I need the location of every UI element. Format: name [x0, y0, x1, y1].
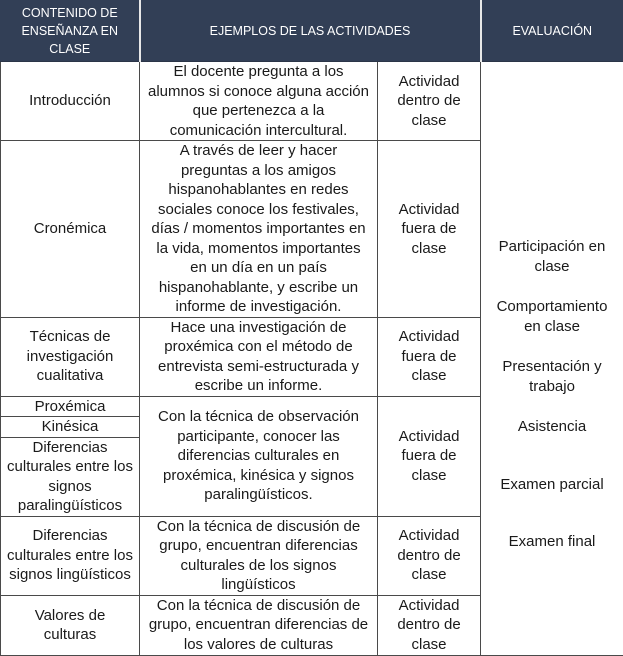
row-content: Diferencias culturales entre los signos lingüísticos: [1, 516, 140, 595]
row-content: Cronémica: [1, 141, 140, 318]
evaluation-item: Examen final: [487, 532, 617, 552]
row-activity: Hace una investigación de proxémica con el método de entrevista semi-estructurada y escribe un informe.: [140, 317, 378, 396]
row-type: Actividad fuera de clase: [378, 396, 481, 516]
row-content: Diferencias culturales entre los signos paralingüísticos: [1, 437, 140, 516]
header-evaluation: EVALUACIÓN: [481, 1, 623, 62]
row-activity: Con la técnica de discusión de grupo, encuentran diferencias culturales de los signos lingüísticos: [140, 516, 378, 595]
row-activity: Con la técnica de observación participante, conocer las diferencias culturales en proxémica, kinésica y signos paralingüísticos.: [140, 396, 378, 516]
row-activity: A través de leer y hacer preguntas a los amigos hispanohablantes en redes sociales conoce los festivales, días / momentos importantes en la vida, momentos importantes en un día en un país hispanohablante, y escribe un informe de investigación.: [140, 141, 378, 318]
row-type: Actividad fuera de clase: [378, 317, 481, 396]
row-content: Valores de culturas: [1, 595, 140, 655]
row-type: Actividad fuera de clase: [378, 141, 481, 318]
row-activity: Con la técnica de discusión de grupo, encuentran diferencias de los valores de culturas: [140, 595, 378, 655]
table-row: [1, 62, 623, 141]
row-content: Kinésica: [1, 417, 140, 438]
row-content: Técnicas de investigación cualitativa: [1, 317, 140, 396]
row-type: Actividad dentro de clase: [378, 62, 481, 141]
evaluation-item: Presentación y trabajo: [487, 357, 617, 396]
header-row: [1, 1, 623, 62]
evaluation-item: Examen parcial: [487, 475, 617, 495]
row-type: Actividad dentro de clase: [378, 595, 481, 655]
evaluation-item: Asistencia: [487, 417, 617, 437]
row-activity: El docente pregunta a los alumnos si conoce alguna acción que pertenezca a la comunicación intercultural.: [140, 62, 378, 141]
header-content: CONTENIDO DE ENSEÑANZA EN CLASE: [1, 1, 140, 62]
header-activities: EJEMPLOS DE LAS ACTIVIDADES: [140, 1, 481, 62]
row-type: Actividad dentro de clase: [378, 516, 481, 595]
evaluation-cell: [481, 62, 623, 656]
evaluation-item: Participación en clase: [487, 237, 617, 276]
row-content: Introducción: [1, 62, 140, 141]
evaluation-item: Comportamiento en clase: [487, 297, 617, 336]
row-content: Proxémica: [1, 396, 140, 417]
